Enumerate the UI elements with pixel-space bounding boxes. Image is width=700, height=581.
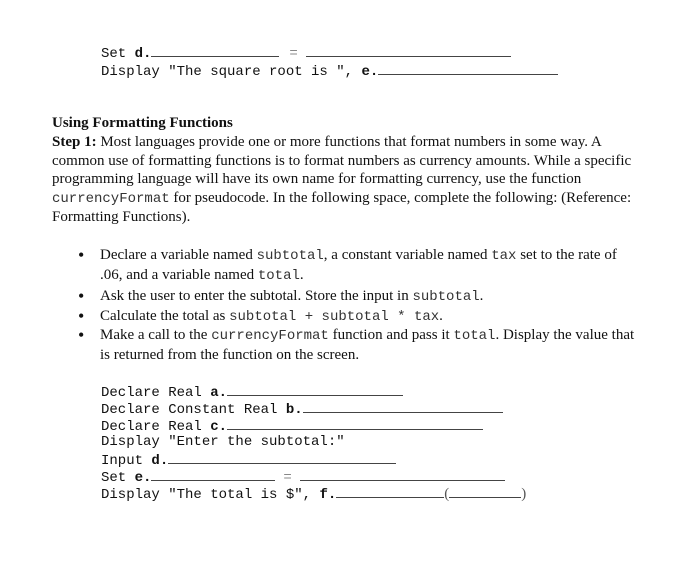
blank-label-f: f. — [319, 487, 337, 503]
code-line-set-d — [101, 44, 511, 63]
answer-blank-e[interactable] — [378, 62, 558, 75]
blank-label-c: c. — [210, 419, 228, 435]
bullet-item-3: Calculate the total as subtotal + subtotal * tax. — [100, 308, 443, 325]
bullet-dot: • — [78, 306, 85, 326]
code-line-declare-c: Declare Real c. — [101, 417, 483, 436]
answer-blank-e-left[interactable] — [151, 468, 275, 481]
bullet-item-1: Declare a variable named subtotal, a constant variable named tax set to the rate of .06, and a variable named total. — [100, 247, 617, 284]
blank-label-d: d. — [134, 46, 152, 62]
blank-label-e: e. — [361, 64, 379, 80]
bullet-dot: • — [78, 245, 85, 265]
answer-blank-f[interactable] — [336, 485, 444, 498]
blank-label-b: b. — [285, 402, 303, 418]
bullet-dot: • — [78, 286, 85, 306]
paragraph-text: for pseudocode. In the following space, complete the following: (Reference: Formatting Functions). — [52, 189, 632, 226]
code-line-set-e: Set e. = — [101, 468, 505, 487]
answer-blank-b[interactable] — [303, 400, 503, 413]
answer-blank-input-d[interactable] — [168, 451, 396, 464]
code-text: Set — [101, 46, 135, 62]
code-line-declare-b: Declare Constant Real b. — [101, 400, 503, 419]
inline-code: currencyFormat — [211, 328, 329, 344]
answer-blank-a[interactable] — [227, 383, 403, 396]
equals-sign: = — [283, 470, 292, 486]
code-line-declare-a: Declare Real a. — [101, 383, 403, 402]
inline-code: subtotal — [256, 248, 324, 264]
bullet-dot: • — [78, 325, 85, 345]
code-line-display-e — [101, 62, 558, 81]
paragraph-text: Most languages provide one or more functions that format numbers in some way. A common use of formatting functions is to format numbers as currency amounts. While a specific programming language will have its own name for formatting currency, use the function — [52, 134, 632, 188]
answer-blank-d-right[interactable] — [306, 44, 511, 57]
code-line-display-total: Display "The total is $", f. ( ) — [101, 486, 527, 503]
blank-label-d: d. — [151, 453, 169, 469]
equals-sign: = — [289, 46, 298, 62]
blank-label-e: e. — [134, 470, 152, 486]
code-line-display-prompt: Display "Enter the subtotal:" — [101, 434, 345, 450]
inline-code: total — [453, 328, 496, 344]
answer-blank-c[interactable] — [227, 417, 483, 430]
bullet-item-4: Make a call to the currencyFormat function and pass it total. Display the value that is returned from the function on the screen. — [100, 327, 635, 363]
paren-close: ) — [521, 486, 527, 502]
step-1-paragraph — [52, 133, 652, 227]
code-line-input-d: Input d. — [101, 451, 396, 470]
inline-code: subtotal — [412, 289, 480, 305]
code-text: Display "The square root is ", — [101, 64, 362, 80]
paren-open: ( — [444, 486, 450, 502]
answer-blank-e-right[interactable] — [300, 468, 505, 481]
answer-blank-f-paren[interactable] — [449, 485, 521, 498]
bullet-item-2: Ask the user to enter the subtotal. Store the input in subtotal. — [100, 288, 484, 305]
step-label: Step 1: — [52, 134, 97, 150]
blank-label-a: a. — [210, 385, 228, 401]
inline-code: currencyFormat — [52, 190, 170, 207]
inline-code: tax — [491, 248, 517, 264]
answer-blank-d-left[interactable] — [151, 44, 279, 57]
inline-code: total — [257, 268, 300, 284]
inline-code: subtotal + subtotal * tax — [229, 309, 440, 325]
section-heading: Using Formatting Functions — [52, 115, 233, 131]
